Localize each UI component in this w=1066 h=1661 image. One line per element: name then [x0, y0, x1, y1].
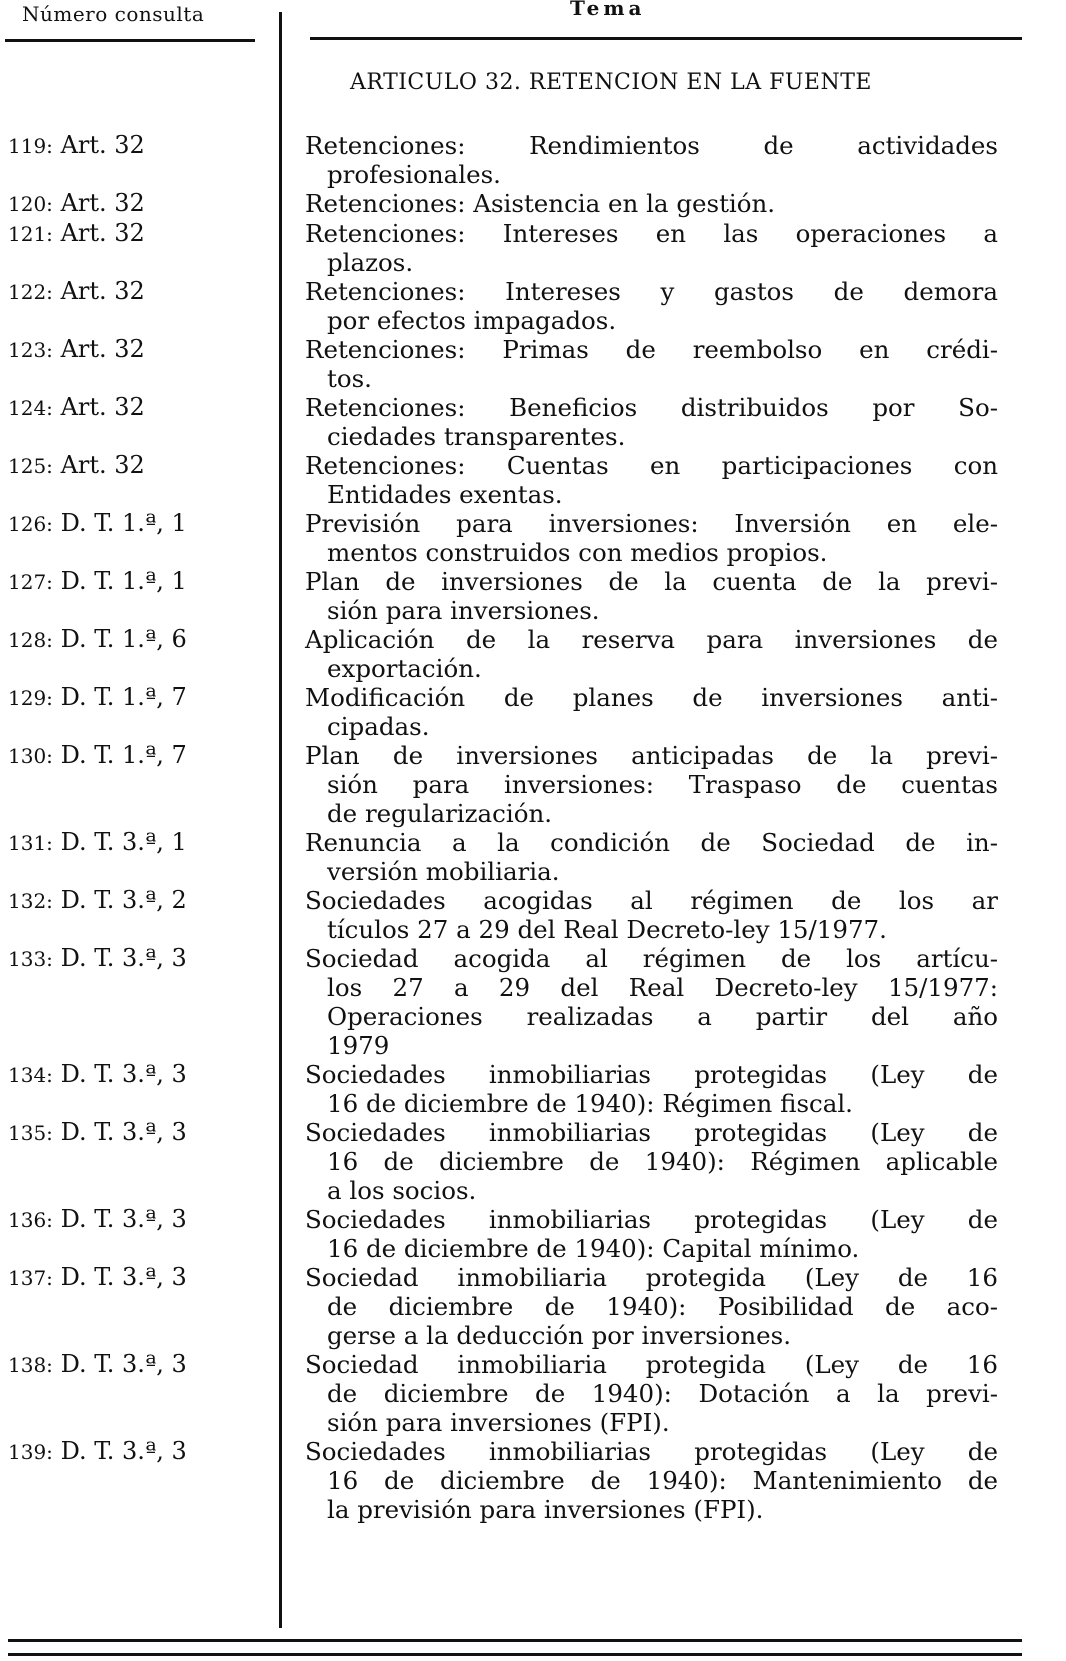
consultation-id: 123:: [8, 338, 53, 362]
consultation-number: [0, 131, 280, 189]
topic-line: 16 de diciembre de 1940): Régimen fiscal.: [327, 1089, 853, 1118]
article-reference: D. T. 3.ª, 3: [60, 944, 187, 972]
list-item: [0, 219, 1066, 277]
topic-line: 16 de diciembre de 1940): Régimen aplicable: [327, 1147, 998, 1176]
topic-line: Retenciones: Asistencia en la gestión.: [305, 189, 776, 218]
topic-text: [305, 944, 998, 1060]
consultation-id: 139:: [8, 1440, 53, 1464]
topic-text: [305, 1205, 998, 1263]
topic-line: tos.: [327, 364, 372, 393]
topic-line: Retenciones: Primas de reembolso en crédi-: [305, 335, 998, 364]
topic-line: mentos construidos con medios propios.: [327, 538, 828, 567]
article-reference: Art. 32: [60, 277, 145, 305]
list-item: [0, 1263, 1066, 1350]
topic-line: por efectos impagados.: [327, 306, 617, 335]
list-item: [0, 1060, 1066, 1118]
column-header-numero-consulta: Número consulta: [22, 2, 205, 26]
consultation-id: 122:: [8, 280, 53, 304]
topic-line: Operaciones realizadas a partir del año: [327, 1002, 998, 1031]
list-item: [0, 1205, 1066, 1263]
topic-line: de diciembre de 1940): Posibilidad de aco-: [327, 1292, 998, 1321]
consultation-number: [0, 1205, 280, 1263]
article-reference: Art. 32: [60, 393, 145, 421]
topic-line: 1979: [327, 1031, 390, 1060]
consultation-number: [0, 741, 280, 828]
topic-line: Retenciones: Beneficios distribuidos por So-: [305, 393, 998, 422]
consultation-number: [0, 509, 280, 567]
header-underline-right: [310, 37, 1022, 40]
consultation-id: 124:: [8, 396, 53, 420]
topic-line: Sociedad inmobiliaria protegida (Ley de 16: [305, 1350, 998, 1379]
topic-line: de diciembre de 1940): Dotación a la previ-: [327, 1379, 998, 1408]
topic-line: 16 de diciembre de 1940): Capital mínimo.: [327, 1234, 860, 1263]
footer-rule-top: [8, 1639, 1022, 1642]
topic-line: Plan de inversiones de la cuenta de la previ-: [305, 567, 998, 596]
consultation-id: 133:: [8, 947, 53, 971]
consultation-list: [0, 131, 1066, 1524]
article-reference: D. T. 1.ª, 6: [60, 625, 187, 653]
topic-line: cipadas.: [327, 712, 430, 741]
consultation-number: [0, 189, 280, 219]
topic-line: Plan de inversiones anticipadas de la previ-: [305, 741, 998, 770]
topic-line: plazos.: [327, 248, 414, 277]
topic-line: Sociedad acogida al régimen de los artícu-: [305, 944, 998, 973]
article-reference: Art. 32: [60, 335, 145, 363]
consultation-id: 138:: [8, 1353, 53, 1377]
list-item: [0, 828, 1066, 886]
article-reference: D. T. 3.ª, 3: [60, 1060, 187, 1088]
topic-text: [305, 219, 998, 277]
topic-line: Sociedades acogidas al régimen de los ar: [305, 886, 998, 915]
consultation-number: [0, 567, 280, 625]
list-item: [0, 131, 1066, 189]
consultation-id: 136:: [8, 1208, 53, 1232]
consultation-number: [0, 1350, 280, 1437]
article-reference: Art. 32: [60, 131, 145, 159]
topic-text: [305, 567, 998, 625]
header-underline-left: [5, 39, 255, 42]
topic-text: [305, 451, 998, 509]
article-reference: D. T. 1.ª, 1: [60, 567, 187, 595]
consultation-number: [0, 1118, 280, 1205]
topic-line: tículos 27 a 29 del Real Decreto-ley 15/1977.: [327, 915, 887, 944]
topic-line: profesionales.: [327, 160, 501, 189]
topic-line: Entidades exentas.: [327, 480, 563, 509]
consultation-id: 129:: [8, 686, 53, 710]
column-header-tema: Tema: [570, 0, 646, 20]
article-reference: D. T. 3.ª, 2: [60, 886, 187, 914]
consultation-number: [0, 1263, 280, 1350]
article-reference: Art. 32: [60, 451, 145, 479]
topic-line: versión mobiliaria.: [327, 857, 560, 886]
article-reference: D. T. 1.ª, 7: [60, 683, 187, 711]
consultation-number: [0, 886, 280, 944]
topic-line: Retenciones: Intereses en las operaciones a: [305, 219, 998, 248]
consultation-number: [0, 625, 280, 683]
consultation-number: [0, 683, 280, 741]
list-item: [0, 335, 1066, 393]
list-item: [0, 625, 1066, 683]
topic-line: Sociedades inmobiliarias protegidas (Ley de: [305, 1118, 998, 1147]
list-item: [0, 1118, 1066, 1205]
consultation-id: 134:: [8, 1063, 53, 1087]
list-item: [0, 567, 1066, 625]
consultation-id: 132:: [8, 889, 53, 913]
consultation-number: [0, 828, 280, 886]
consultation-id: 119:: [8, 134, 53, 158]
topic-line: a los socios.: [327, 1176, 477, 1205]
consultation-number: [0, 335, 280, 393]
topic-text: [305, 1263, 998, 1350]
consultation-number: [0, 451, 280, 509]
topic-text: [305, 1118, 998, 1205]
topic-line: Previsión para inversiones: Inversión en ele-: [305, 509, 998, 538]
consultation-number: [0, 1437, 280, 1524]
topic-line: sión para inversiones (FPI).: [327, 1408, 670, 1437]
consultation-number: [0, 393, 280, 451]
topic-line: los 27 a 29 del Real Decreto-ley 15/1977:: [327, 973, 998, 1002]
topic-line: Sociedad inmobiliaria protegida (Ley de 16: [305, 1263, 998, 1292]
topic-line: de regularización.: [327, 799, 553, 828]
article-reference: D. T. 3.ª, 3: [60, 1118, 187, 1146]
topic-line: gerse a la deducción por inversiones.: [327, 1321, 792, 1350]
consultation-id: 130:: [8, 744, 53, 768]
list-item: [0, 393, 1066, 451]
topic-text: [305, 1350, 998, 1437]
topic-line: sión para inversiones: Traspaso de cuentas: [327, 770, 998, 799]
topic-text: [305, 131, 998, 189]
topic-text: [305, 277, 998, 335]
topic-text: [305, 625, 998, 683]
topic-line: ciedades transparentes.: [327, 422, 626, 451]
topic-text: [305, 828, 998, 886]
list-item: [0, 1350, 1066, 1437]
article-reference: D. T. 3.ª, 3: [60, 1205, 187, 1233]
consultation-number: [0, 944, 280, 1060]
topic-line: sión para inversiones.: [327, 596, 600, 625]
topic-text: [305, 741, 998, 828]
topic-text: [305, 509, 998, 567]
topic-text: [305, 1437, 998, 1524]
article-reference: D. T. 3.ª, 1: [60, 828, 187, 856]
topic-line: la previsión para inversiones (FPI).: [327, 1495, 764, 1524]
list-item: [0, 277, 1066, 335]
topic-line: Retenciones: Rendimientos de actividades: [305, 131, 998, 160]
topic-line: Retenciones: Cuentas en participaciones con: [305, 451, 998, 480]
article-reference: Art. 32: [60, 219, 145, 247]
topic-line: exportación.: [327, 654, 482, 683]
list-item: [0, 944, 1066, 1060]
consultation-id: 128:: [8, 628, 53, 652]
article-reference: D. T. 1.ª, 7: [60, 741, 187, 769]
list-item: [0, 1437, 1066, 1524]
topic-line: Sociedades inmobiliarias protegidas (Ley de: [305, 1060, 998, 1089]
list-item: [0, 683, 1066, 741]
topic-text: [305, 886, 998, 944]
topic-text: [305, 189, 998, 219]
topic-line: Renuncia a la condición de Sociedad de in-: [305, 828, 998, 857]
topic-line: Retenciones: Intereses y gastos de demora: [305, 277, 998, 306]
list-item: [0, 886, 1066, 944]
consultation-id: 125:: [8, 454, 53, 478]
list-item: [0, 509, 1066, 567]
article-reference: Art. 32: [60, 189, 145, 217]
list-item: [0, 189, 1066, 219]
topic-line: Sociedades inmobiliarias protegidas (Ley de: [305, 1205, 998, 1234]
list-item: [0, 451, 1066, 509]
consultation-id: 121:: [8, 222, 53, 246]
article-reference: D. T. 1.ª, 1: [60, 509, 187, 537]
topic-line: 16 de diciembre de 1940): Mantenimiento de: [327, 1466, 998, 1495]
list-item: [0, 741, 1066, 828]
consultation-id: 127:: [8, 570, 53, 594]
consultation-number: [0, 1060, 280, 1118]
section-title: ARTICULO 32. RETENCION EN LA FUENTE: [350, 70, 872, 95]
topic-text: [305, 683, 998, 741]
consultation-id: 137:: [8, 1266, 53, 1290]
consultation-number: [0, 219, 280, 277]
topic-line: Modificación de planes de inversiones anti-: [305, 683, 998, 712]
topic-line: Aplicación de la reserva para inversiones de: [305, 625, 998, 654]
consultation-id: 126:: [8, 512, 53, 536]
consultation-id: 135:: [8, 1121, 53, 1145]
consultation-number: [0, 277, 280, 335]
article-reference: D. T. 3.ª, 3: [60, 1263, 187, 1291]
article-reference: D. T. 3.ª, 3: [60, 1437, 187, 1465]
consultation-id: 131:: [8, 831, 53, 855]
consultation-id: 120:: [8, 192, 53, 216]
topic-text: [305, 393, 998, 451]
topic-line: Sociedades inmobiliarias protegidas (Ley de: [305, 1437, 998, 1466]
article-reference: D. T. 3.ª, 3: [60, 1350, 187, 1378]
footer-rule-bottom: [8, 1653, 1022, 1656]
topic-text: [305, 1060, 998, 1118]
topic-text: [305, 335, 998, 393]
